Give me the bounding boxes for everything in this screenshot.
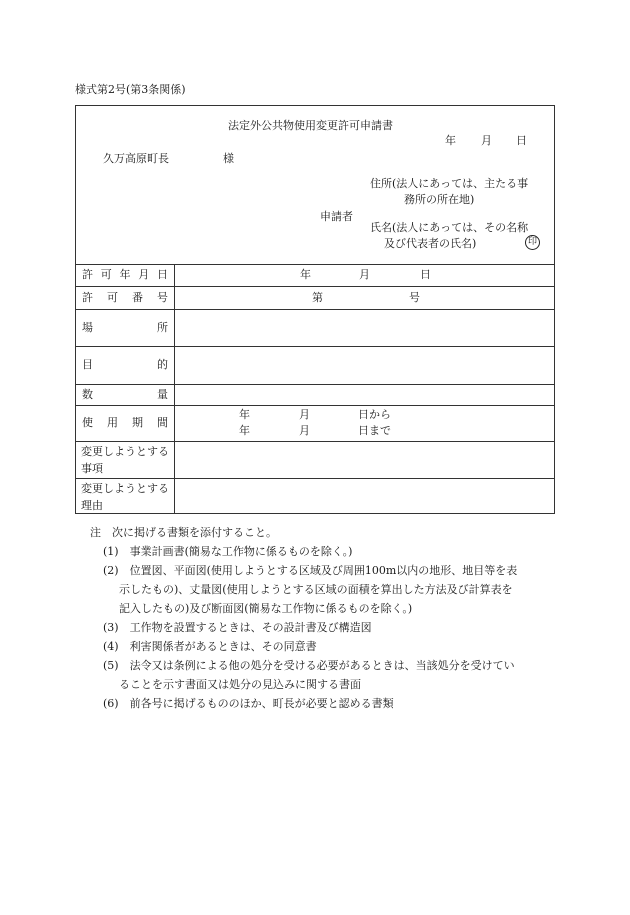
- form-title: 法定外公共物使用変更許可申請書: [228, 119, 393, 132]
- applicant-address-line2: 務所の所在地): [404, 193, 475, 206]
- date-year: 年: [445, 134, 456, 147]
- period-to-day: 日まで: [358, 424, 391, 437]
- note-item-3: (3) 工作物を設置するときは、その設計書及び構造図: [103, 621, 372, 634]
- row-divider: [75, 405, 555, 406]
- date-month: 月: [481, 134, 492, 147]
- row-divider: [75, 346, 555, 347]
- permit-date-month: 月: [359, 268, 370, 281]
- period-from-month: 月: [299, 408, 310, 421]
- note-item-1: (1) 事業計画書(簡易な工作物に係るものを除く。): [103, 545, 353, 558]
- note-item-5-line1: (5) 法令又は条例による他の処分を受ける必要があるときは、当該処分を受けてい: [103, 659, 515, 672]
- addressee: 久万高原町長: [103, 152, 169, 165]
- change-reason-label: 変更しようとする理由: [81, 482, 169, 512]
- form-id: 様式第2号(第3条関係): [75, 83, 186, 96]
- row-divider: [75, 309, 555, 310]
- quantity-label: 数 量: [82, 388, 168, 401]
- seal-mark: 印: [525, 235, 540, 250]
- column-divider: [174, 264, 175, 514]
- applicant-label: 申請者: [320, 210, 353, 223]
- period-to-month: 月: [299, 424, 310, 437]
- note-item-2-line2: 示したもの)、丈量図(使用しようとする区域の面積を算出した方法及び計算表を: [119, 583, 513, 596]
- note-item-2-line3: 記入したもの)及び断面図(簡易な工作物に係るものを除く。): [119, 602, 413, 615]
- applicant-name-line2: 及び代表者の氏名): [384, 237, 477, 250]
- row-divider: [75, 441, 555, 442]
- permit-date-day: 日: [420, 268, 431, 281]
- row-divider: [75, 478, 555, 479]
- row-divider: [75, 264, 555, 265]
- period-label: 使 用 期 間: [82, 416, 168, 429]
- period-from-year: 年: [239, 408, 250, 421]
- period-from-day: 日から: [358, 408, 391, 421]
- notes-intro: 注 次に掲げる書類を添付すること。: [90, 526, 277, 539]
- note-item-5-line2: ることを示す書面又は処分の見込みに関する書面: [119, 678, 361, 691]
- change-items-label: 変更しようとする事項: [81, 445, 169, 475]
- permit-number-suffix: 号: [409, 291, 420, 304]
- purpose-label: 目 的: [82, 358, 168, 371]
- honorific: 様: [223, 152, 234, 165]
- place-label: 場 所: [82, 321, 168, 334]
- note-item-2-line1: (2) 位置図、平面図(使用しようとする区域及び周囲100m以内の地形、地目等を表: [103, 564, 518, 577]
- permit-number-label: 許 可 番 号: [82, 291, 168, 304]
- note-item-4: (4) 利害関係者があるときは、その同意書: [103, 640, 317, 653]
- applicant-address-line1: 住所(法人にあっては、主たる事: [370, 177, 529, 190]
- applicant-name-line1: 氏名(法人にあっては、その名称: [370, 221, 529, 234]
- row-divider: [75, 384, 555, 385]
- permit-date-year: 年: [300, 268, 311, 281]
- date-day: 日: [516, 134, 527, 147]
- row-divider: [75, 286, 555, 287]
- permit-number-prefix: 第: [312, 291, 323, 304]
- period-to-year: 年: [239, 424, 250, 437]
- note-item-6: (6) 前各号に掲げるもののほか、町長が必要と認める書類: [103, 697, 394, 710]
- permit-date-label: 許 可 年 月 日: [82, 268, 168, 281]
